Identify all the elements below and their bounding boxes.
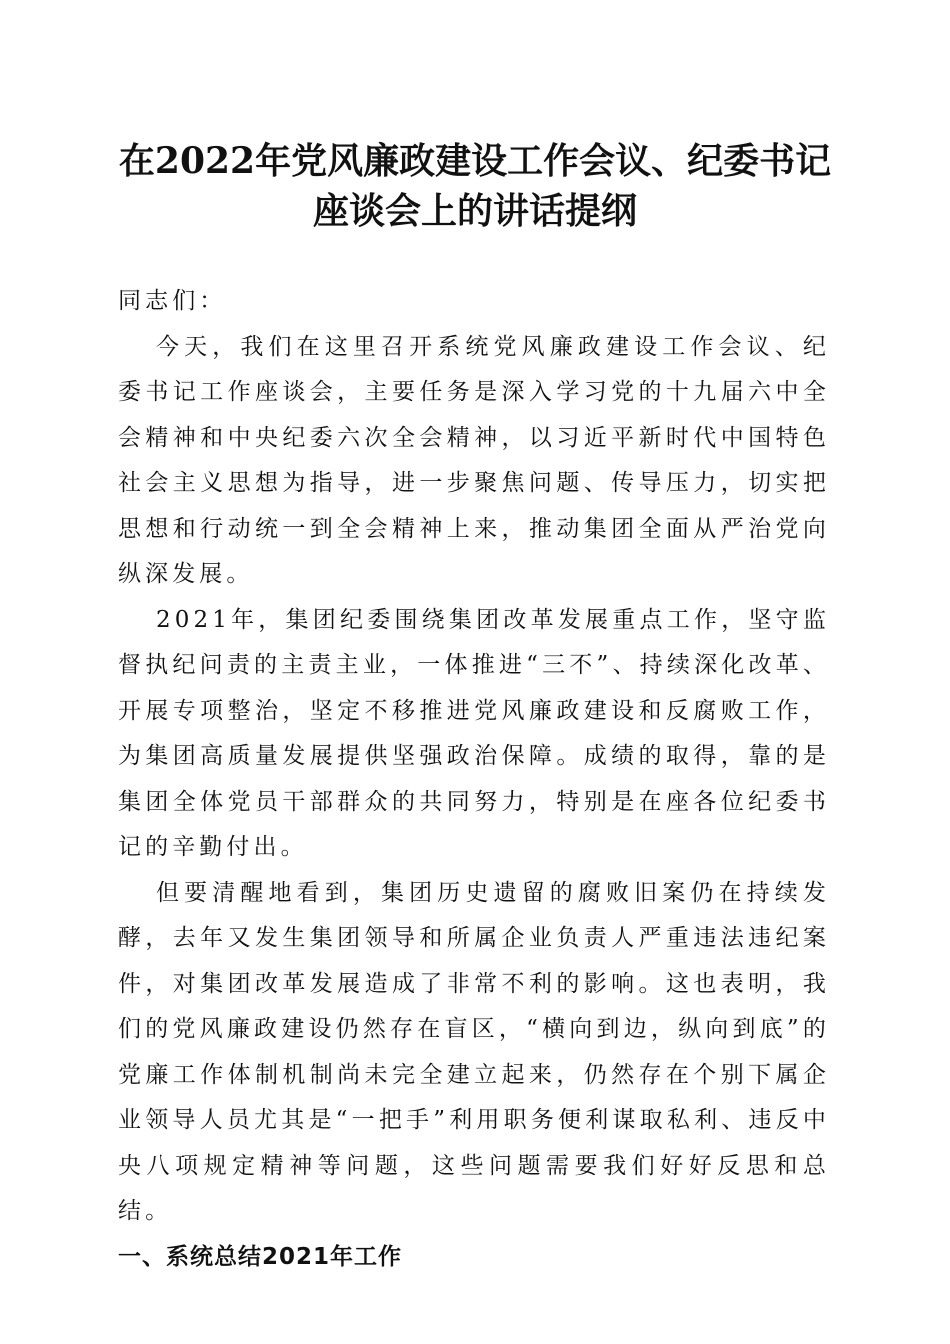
document-title	[100, 136, 850, 236]
salutation: 同志们：	[118, 288, 227, 314]
title-line-1: 在2022年党风廉政建设工作会议、纪委书记	[118, 140, 832, 182]
paragraph-2: 2021年，集团纪委围绕集团改革发展重点工作，坚守监督执纪问责的主责主业，一体推进“三不”、持续深化改革、开展专项整治，坚定不移推进党风廉政建设和反腐败工作，为集团高质量发展提供坚强政治保障。成绩的取得，靠的是集团全体党员干部群众的共同努力，特别是在座各位纪委书记的辛勤付出。	[118, 606, 830, 860]
paragraph-1: 今天，我们在这里召开系统党风廉政建设工作会议、纪委书记工作座谈会，主要任务是深入学习党的十九届六中全会精神和中央纪委六次全会精神，以习近平新时代中国特色社会主义思想为指导，进一步聚焦问题、传导压力，切实把思想和行动统一到全会精神上来，推动集团全面从严治党向纵深发展。	[118, 333, 830, 587]
document-body	[118, 279, 830, 1280]
title-line-2: 座谈会上的讲话提纲	[312, 190, 637, 232]
paragraph-3: 但要清醒地看到，集团历史遗留的腐败旧案仍在持续发酵，去年又发生集团领导和所属企业负责人严重违法违纪案件，对集团改革发展造成了非常不利的影响。这也表明，我们的党风廉政建设仍然存在盲区，“横向到边，纵向到底”的党廉工作体制机制尚未完全建立起来，仍然存在个别下属企业领导人员尤其是“一把手”利用职务便利谋取私利、违反中央八项规定精神等问题，这些问题需要我们好好反思和总结。	[118, 879, 830, 1224]
section-heading: 一、系统总结2021年工作	[118, 1243, 403, 1270]
